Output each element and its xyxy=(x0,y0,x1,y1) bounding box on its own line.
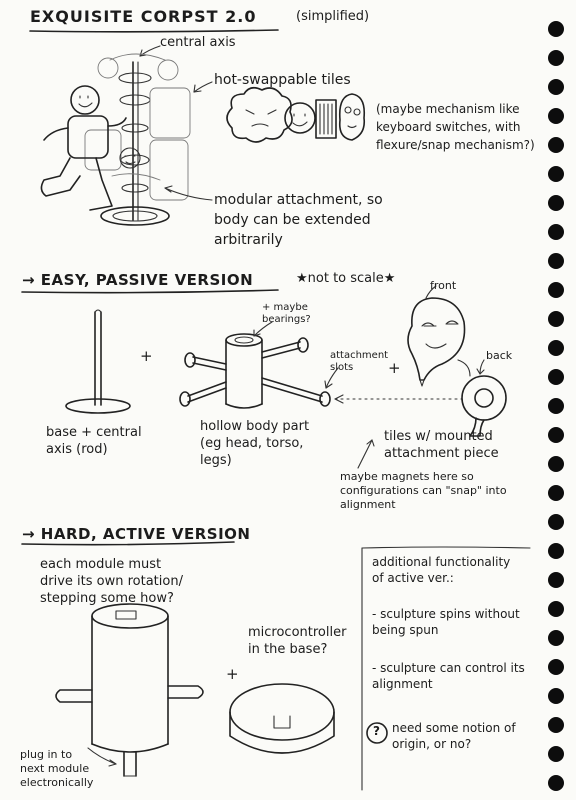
title-underline xyxy=(30,30,278,32)
label-front: front xyxy=(430,279,457,292)
label-tiles-mounted: tiles w/ mounted attachment piece xyxy=(384,429,499,461)
note-maybe-mechanism: (maybe mechanism like keyboard switches, with flexure/snap mechanism?) xyxy=(376,102,535,152)
label-central-axis: central axis xyxy=(160,35,236,50)
page-subtitle: (simplified) xyxy=(296,9,370,24)
swappable-tiles-sketch xyxy=(227,88,364,142)
note-modular-attachment: modular attachment, so body can be extended arbitrarily xyxy=(214,192,383,248)
note-maybe-bearings: + maybe bearings? xyxy=(262,302,311,325)
note-each-module: each module must drive its own rotation/ stepping some how? xyxy=(40,557,183,606)
note-origin: need some notion of origin, or no? xyxy=(392,721,516,751)
hollow-body-sketch xyxy=(180,322,462,408)
list-item-spins: - sculpture spins without being spun xyxy=(372,607,520,637)
label-attachment-slots: attachment slots xyxy=(330,350,389,373)
plus-sign-1: + xyxy=(140,347,153,365)
note-plug-in: plug in to next module electronically xyxy=(20,748,94,789)
section2-heading: → EASY, PASSIVE VERSION xyxy=(22,271,254,289)
additional-functionality-title: additional functionality of active ver.: xyxy=(372,555,511,585)
spiral-binding-holes xyxy=(548,21,564,791)
plus-sign-3: + xyxy=(226,665,239,683)
label-hollow-body-part: hollow body part (eg head, torso, legs) xyxy=(200,419,310,468)
label-base-central-axis: base + central axis (rod) xyxy=(46,425,142,457)
section3-heading: → HARD, ACTIVE VERSION xyxy=(22,525,251,543)
label-hot-swappable-tiles: hot-swappable tiles xyxy=(214,72,351,88)
plus-sign-2: + xyxy=(388,359,401,377)
base-rod-sketch xyxy=(66,310,130,413)
page-title: EXQUISITE CORPST 2.0 xyxy=(30,7,257,26)
question-mark: ? xyxy=(373,724,380,738)
base-puck-sketch xyxy=(230,684,334,753)
label-back: back xyxy=(486,349,513,362)
not-to-scale-note: ★not to scale★ xyxy=(296,271,396,286)
note-magnets: maybe magnets here so configurations can "snap" into alignment xyxy=(340,470,507,511)
note-microcontroller: microcontroller in the base? xyxy=(248,625,347,657)
central-axis-sketch xyxy=(41,46,212,225)
section2-heading-underline xyxy=(22,290,278,293)
list-item-alignment: - sculpture can control its alignment xyxy=(372,661,525,691)
